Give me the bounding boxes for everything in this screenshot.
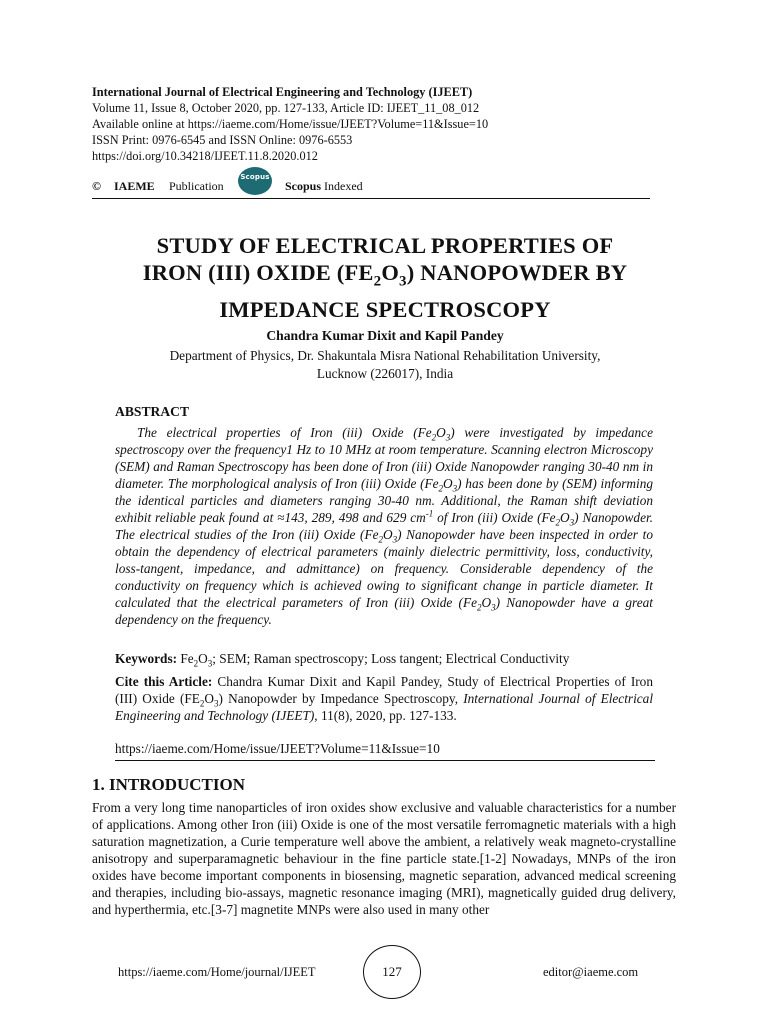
volume-line: Volume 11, Issue 8, October 2020, pp. 127-133, Article ID: IJEET_11_08_012 — [92, 101, 480, 115]
superscript: -1 — [425, 508, 434, 519]
subscript: 2 — [431, 432, 437, 443]
cite-text: O — [204, 691, 215, 706]
keywords — [115, 651, 653, 667]
keywords-label: Keywords: — [115, 651, 178, 666]
cite-label: Cite this Article: — [115, 674, 213, 689]
abstract-text: O — [481, 595, 492, 610]
subscript: 2 — [378, 534, 383, 545]
publisher-row — [92, 173, 662, 201]
title-sub-3: 3 — [399, 273, 407, 290]
abstract-heading: ABSTRACT — [115, 404, 190, 419]
subscript: 2 — [555, 517, 561, 528]
subscript: 3 — [445, 432, 451, 443]
cite-this-article — [115, 673, 653, 724]
subscript: 2 — [199, 698, 205, 709]
title-line-2-pre: IRON (III) OXIDE (FE — [142, 260, 374, 285]
abstract-text: ) has been done by (SEM) informing the identical particles and diameters ranging 30-40 nm. Additional, the Raman shift deviation exhibit reliable peak found at ≈143, 289, 498 and 629 cm — [115, 476, 653, 525]
scopus-indexed-label — [285, 179, 363, 194]
scopus-logo-icon — [238, 167, 272, 195]
keywords-text: O — [198, 651, 208, 666]
affiliation-line-2: Lucknow (226017), India — [316, 366, 454, 381]
abstract-text: ) Nanopowder have a great dependency on the frequency. — [115, 595, 653, 627]
abstract-body — [115, 424, 653, 628]
subscript: 3 — [392, 534, 398, 545]
scopus-logo-text: Scopus — [240, 173, 270, 181]
affiliation — [120, 347, 650, 383]
subscript: 3 — [491, 602, 496, 613]
title-line-2 — [92, 259, 678, 296]
subscript: 3 — [214, 698, 219, 709]
abstract-text: O — [382, 527, 393, 542]
abstract-text: O — [560, 510, 570, 525]
indexed-word: Indexed — [324, 179, 363, 193]
cite-journal: International Journal of Electrical Engineering and Technology (IJEET) — [115, 691, 654, 723]
copyright-symbol: © — [92, 179, 101, 193]
subscript: 2 — [477, 602, 482, 613]
issn-line: ISSN Print: 0976-6545 and ISSN Online: 0976-6553 — [92, 133, 353, 147]
journal-header — [92, 84, 662, 164]
journal-name: International Journal of Electrical Engineering and Technology (IJEET) — [92, 85, 473, 99]
page-footer — [0, 945, 768, 1000]
affiliation-line-1: Department of Physics, Dr. Shakuntala Misra National Rehabilitation University, — [169, 348, 601, 363]
subscript: 2 — [438, 483, 444, 494]
cite-text: Chandra Kumar Dixit and Kapil Pandey, Study of Electrical Properties of Iron (III) Oxide (FE — [115, 674, 653, 706]
abstract-text: O — [436, 425, 446, 440]
abstract-text: ) were investigated by impedance spectroscopy over the frequency1 Hz to 10 MHz at room temperature. Scanning electron Microscopy (SEM) and Raman Spectroscopy has been done of Iron (iii) Oxide Nanopowder ranging 30-40 nm in diameter. The morphological analysis of Iron (iii) Oxide (Fe — [115, 425, 653, 491]
cite-url-link[interactable]: https://iaeme.com/Home/issue/IJEET?Volume=11&Issue=10 — [115, 741, 440, 756]
footer-journal-link[interactable]: https://iaeme.com/Home/journal/IJEET — [118, 965, 316, 979]
subscript: 3 — [569, 517, 575, 528]
title-sub-2: 2 — [373, 273, 382, 290]
subscript: 3 — [452, 483, 458, 494]
abstract-text: The electrical properties of Iron (iii) Oxide (Fe — [137, 425, 432, 440]
title-line-1: STUDY OF ELECTRICAL PROPERTIES OF — [156, 233, 614, 258]
publication-word: Publication — [169, 179, 224, 193]
subscript: 2 — [193, 658, 199, 669]
cite-text: , 11(8), 2020, pp. 127-133. — [314, 708, 457, 723]
footer-email-link[interactable]: editor@iaeme.com — [543, 965, 639, 979]
doi-link[interactable]: https://doi.org/10.34218/IJEET.11.8.2020.012 — [92, 149, 318, 163]
cite-text: ) Nanopowder by Impedance Spectroscopy, — [218, 691, 464, 706]
abstract-text: ) Nanopowder. The electrical studies of the Iron (iii) Oxide (Fe — [115, 510, 654, 542]
page-number-text: 127 — [382, 964, 402, 979]
title-line-2-mid: O — [381, 260, 400, 285]
keywords-text: ; SEM; Raman spectroscopy; Loss tangent; Electrical Conductivity — [212, 651, 570, 666]
subscript: 3 — [207, 658, 213, 669]
abstract-divider — [115, 760, 655, 761]
header-divider — [92, 198, 650, 199]
abstract-text: ) Nanopowder have been inspected in order to obtain the dependency of electrical parameters (mainly dielectric permittivity, loss, conductivity, loss-tangent, impedance, and admittance) on frequency. Considerable dependency of the conductivity on frequency which is achieved owing to significant change in particle diameter. It calculated that the electrical parameters of Iron (iii) Oxide (Fe — [115, 527, 653, 610]
paper-title — [92, 232, 678, 323]
keywords-text: Fe — [177, 651, 194, 666]
authors: Chandra Kumar Dixit and Kapil Pandey — [266, 328, 504, 343]
available-online-line[interactable]: Available online at https://iaeme.com/Home/issue/IJEET?Volume=11&Issue=10 — [92, 117, 489, 131]
scopus-word: Scopus — [285, 179, 322, 193]
publisher-name: IAEME — [114, 179, 155, 193]
abstract-text: O — [443, 476, 453, 491]
page-number — [363, 945, 421, 999]
title-line-2-post: ) NANOPOWDER BY — [406, 260, 628, 285]
abstract-text: of Iron (iii) Oxide (Fe — [433, 510, 556, 525]
introduction-heading: 1. INTRODUCTION — [92, 775, 246, 794]
introduction-body: From a very long time nanoparticles of iron oxides show exclusive and valuable characteristics for a number of applications. Among other Iron (iii) Oxide is one of the most versatile ferromagnetic materials with a high saturation magnetization, a Curie temperature well above the ambient, a relatively weak magneto-crystalline anisotropy and superparamagnetic behaviour in the fine particle state.[1-2] Nowadays, MNPs of the iron oxides have become important components in biosensing, magnetic separation, advanced medical screening and therapies, including bio-assays, magnetic resonance imaging (MRI), magnetically guided drug delivery, and hyperthermia, etc.[3-7] magnetite MNPs were also used in many other — [92, 800, 676, 917]
title-line-3: IMPEDANCE SPECTROSCOPY — [219, 296, 551, 322]
